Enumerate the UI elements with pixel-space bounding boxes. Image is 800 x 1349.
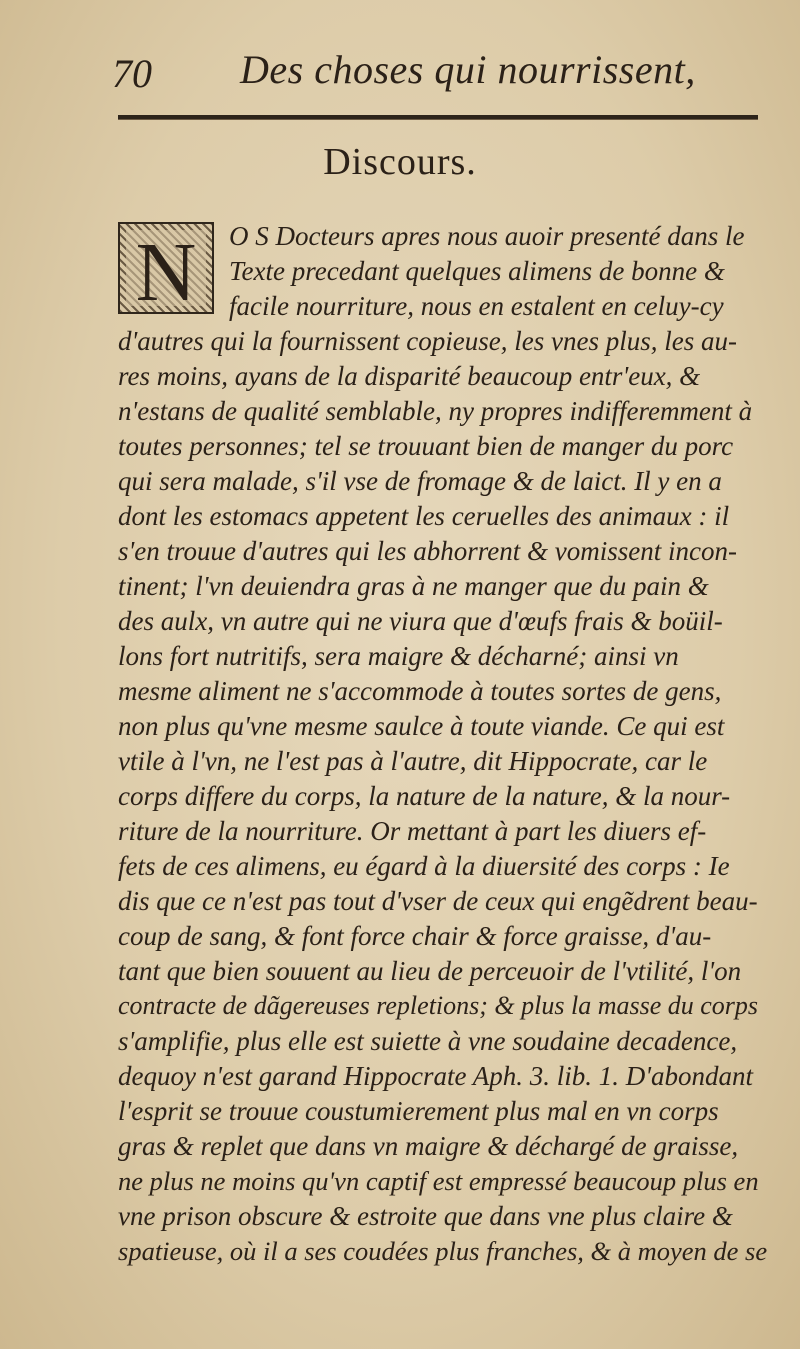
text-line: dont les estomacs appetent les ceruelles des animaux : il — [118, 501, 730, 531]
text-line: riture de la nourriture. Or mettant à part les diuers ef- — [118, 816, 707, 846]
text-line: corps differe du corps, la nature de la nature, & la nour- — [118, 781, 731, 811]
text-line: vne prison obscure & estroite que dans vne plus claire & — [118, 1201, 733, 1231]
text-line: d'autres qui la fournissent copieuse, les vnes plus, les au- — [118, 326, 737, 356]
text-line: contracte de dãgereuses repletions; & plus la masse du corps — [118, 991, 759, 1020]
text-line: fets de ces alimens, eu égard à la diuersité des corps : Ie — [118, 851, 730, 881]
text-line: ne plus ne moins qu'vn captif est empressé beaucoup plus en — [118, 1166, 759, 1196]
text-line: spatieuse, où il a ses coudées plus franches, & à moyen de se — [118, 1236, 768, 1266]
svg-text:N: N — [135, 226, 197, 312]
text-line: tant que bien souuent au lieu de perceuoir de l'vtilité, l'on — [118, 956, 742, 986]
text-line: coup de sang, & font force chair & force graisse, d'au- — [118, 921, 712, 951]
text-line: mesme aliment ne s'accommode à toutes sortes de gens, — [118, 676, 722, 706]
text-line: dequoy n'est garand Hippocrate Aph. 3. lib. 1. D'abondant — [118, 1061, 754, 1091]
text-line: s'en trouue d'autres qui les abhorrent & vomissent incon- — [118, 536, 737, 566]
drop-cap-initial — [118, 222, 214, 314]
text-line: n'estans de qualité semblable, ny propres indifferemment à — [118, 396, 753, 426]
text-line: dis que ce n'est pas tout d'vser de ceux qui engẽdrent beau- — [118, 886, 758, 916]
text-line: non plus qu'vne mesme saulce à toute viande. Ce qui est — [118, 711, 725, 741]
text-line: Texte precedant quelques alimens de bonne & — [229, 256, 725, 286]
text-line: qui sera malade, s'il vse de fromage & de laict. Il y en a — [118, 466, 722, 496]
page-header — [112, 38, 762, 98]
text-line: facile nourriture, nous en estalent en celuy-cy — [229, 291, 724, 321]
text-line: lons fort nutritifs, sera maigre & décharné; ainsi vn — [118, 641, 679, 671]
header-rule — [118, 115, 758, 120]
text-line: gras & replet que dans vn maigre & déchargé de graisse, — [118, 1131, 739, 1161]
running-title: Des choses qui nourrissent, — [240, 47, 696, 92]
text-line: l'esprit se trouue coustumierement plus mal en vn corps — [118, 1096, 719, 1126]
text-line: O S Docteurs apres nous auoir presenté dans le — [229, 221, 745, 251]
text-line: toutes personnes; tel se trouuant bien de manger du porc — [118, 431, 734, 461]
text-line: s'amplifie, plus elle est suiette à vne soudaine decadence, — [118, 1026, 738, 1056]
page-number: 70 — [112, 51, 152, 96]
section-heading: Discours. — [323, 141, 477, 183]
text-line: res moins, ayans de la disparité beaucoup entr'eux, & — [118, 361, 701, 391]
text-line: vtile à l'vn, ne l'est pas à l'autre, dit Hippocrate, car le — [118, 746, 708, 776]
text-line: tinent; l'vn deuiendra gras à ne manger que du pain & — [118, 571, 709, 601]
text-line: des aulx, vn autre qui ne viura que d'œufs frais & boüil- — [118, 606, 723, 636]
drop-cap-letter — [120, 224, 212, 312]
